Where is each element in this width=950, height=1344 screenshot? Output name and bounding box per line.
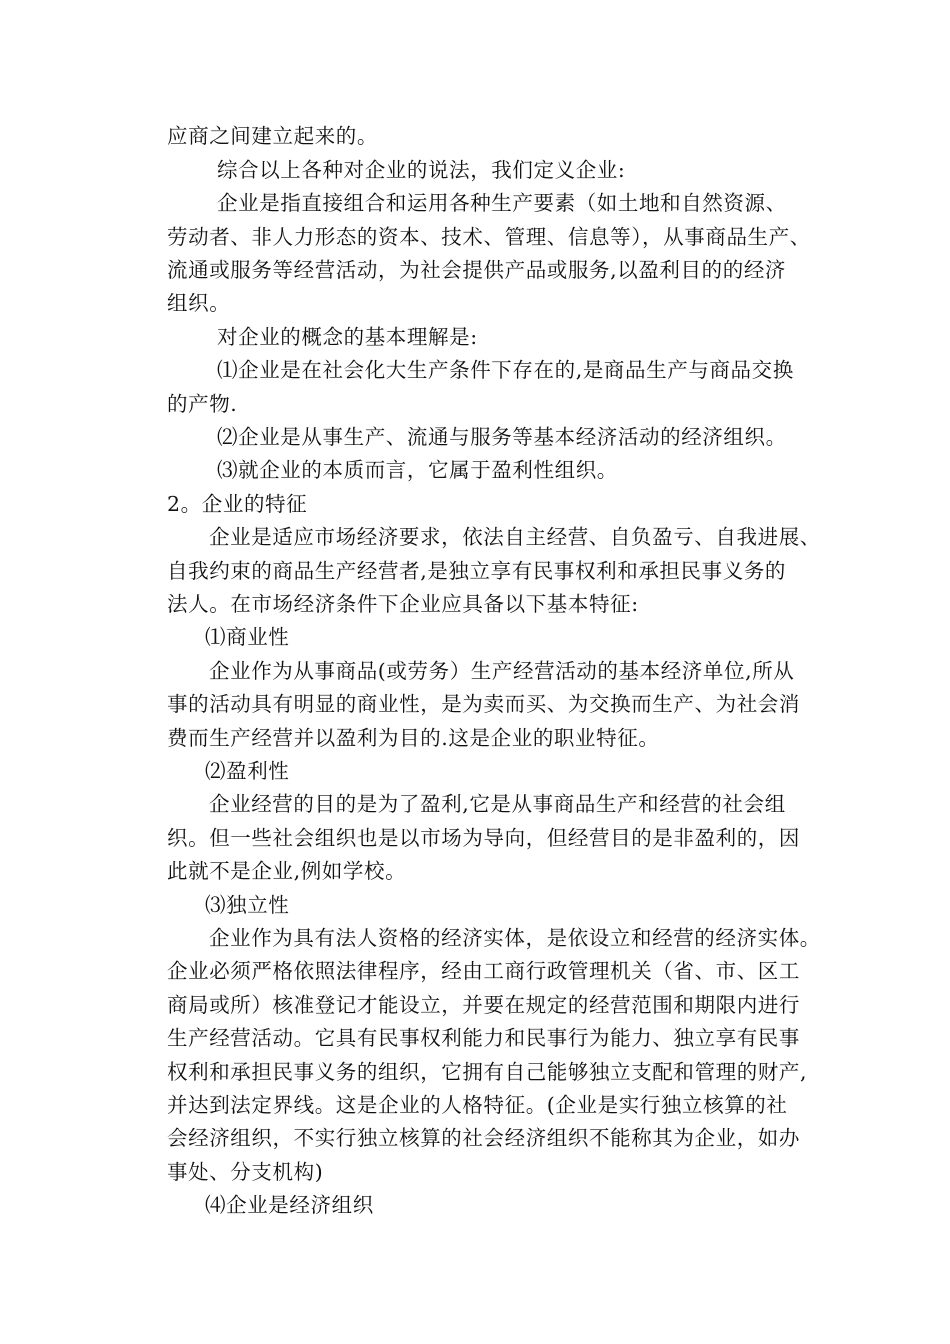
text-line: 企业经营的目的是为了盈利,它是从事商品生产和经营的社会组 [209, 792, 786, 816]
text-line: 企业作为具有法人资格的经济实体，是依设立和经营的经济实体。 [209, 926, 821, 950]
text-line: 生产经营活动。它具有民事权利能力和民事行为能力、独立享有民事 [167, 1026, 800, 1050]
text-line: 并达到法定界线。这是企业的人格特征。(企业是实行独立核算的社 [167, 1093, 788, 1117]
text-line: ⑴企业是在社会化大生产条件下存在的,是商品生产与商品交换 [217, 358, 794, 382]
text-line: 权利和承担民事义务的组织，它拥有自己能够独立支配和管理的财产, [167, 1060, 808, 1084]
text-line: 法人。在市场经济条件下企业应具备以下基本特征: [167, 592, 639, 616]
text-line: 应商之间建立起来的。 [167, 124, 378, 148]
text-line: 会经济组织，不实行独立核算的社会经济组织不能称其为企业，如办 [167, 1126, 800, 1150]
text-line: 费而生产经营并以盈利为目的.这是企业的职业特征。 [167, 726, 660, 750]
text-line: 流通或服务等经营活动，为社会提供产品或服务,以盈利目的的经济 [167, 258, 787, 282]
text-line: 的产物. [167, 392, 238, 416]
text-line: 商局或所）核准登记才能设立，并要在规定的经营范围和期限内进行 [167, 993, 800, 1017]
text-line: 事的活动具有明显的商业性，是为卖而买、为交换而生产、为社会消 [167, 692, 800, 716]
text-line: 劳动者、非人力形态的资本、技术、管理、信息等），从事商品生产、 [167, 225, 811, 249]
text-line: ⑶就企业的本质而言，它属于盈利性组织。 [217, 458, 618, 482]
text-line: 对企业的概念的基本理解是: [217, 325, 478, 349]
text-line: 企业是适应市场经济要求，依法自主经营、自负盈亏、自我进展、 [209, 525, 821, 549]
text-line: 组织。 [167, 291, 231, 315]
text-line: 企业作为从事商品(或劳务）生产经营活动的基本经济单位,所从 [209, 659, 795, 683]
text-line: 织。但一些社会组织也是以市场为导向，但经营目的是非盈利的，因 [167, 826, 800, 850]
text-line: 此就不是企业,例如学校。 [167, 859, 407, 883]
subheading: ⑴商业性 [205, 625, 290, 649]
text-line: 企业是指直接组合和运用各种生产要素（如土地和自然资源、 [217, 191, 787, 215]
text-line: 综合以上各种对企业的说法，我们定义企业: [217, 158, 626, 182]
text-line: ⑵企业是从事生产、流通与服务等基本经济活动的经济组织。 [217, 425, 787, 449]
text-line: 企业必须严格依照法律程序，经由工商行政管理机关（省、市、区工 [167, 959, 800, 983]
subheading: ⑵盈利性 [205, 759, 290, 783]
subheading: ⑷企业是经济组织 [205, 1193, 374, 1217]
text-line: 事处、分支机构) [167, 1160, 324, 1184]
section-heading: 2。企业的特征 [167, 492, 308, 516]
subheading: ⑶独立性 [205, 893, 290, 917]
text-line: 自我约束的商品生产经营者,是独立享有民事权利和承担民事义务的 [167, 559, 787, 583]
